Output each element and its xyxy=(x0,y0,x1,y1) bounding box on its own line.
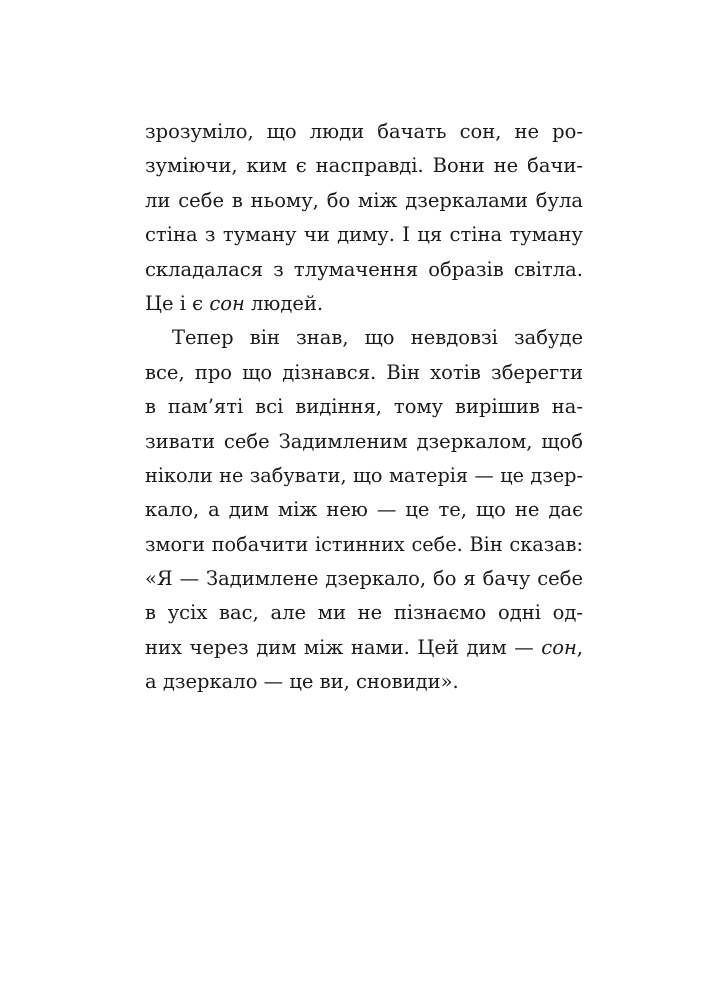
text-line: Це і є сон людей. xyxy=(145,291,324,315)
text-line: кало, а дим між нею — це те, що не дає xyxy=(145,498,583,522)
text-line: «Я — Задимлене дзеркало, бо я бачу себе xyxy=(145,567,583,591)
text-line: стіна з туману чи диму. І ця стіна туману xyxy=(145,223,583,247)
text-line: в усіх вас, але ми не пізнаємо одні од- xyxy=(145,601,583,625)
text-line: зрозуміло, що люди бачать сон, не ро- xyxy=(145,120,583,143)
italic-word: сон xyxy=(541,635,577,659)
text-line: ли себе в ньому, бо між дзеркалами була xyxy=(145,188,583,212)
text-line: складалася з тлумачення образів світла. xyxy=(145,257,583,281)
text-line: змоги побачити істинних себе. Він сказав: xyxy=(145,532,583,556)
text-line: них через дим між нами. Цей дим — сон, xyxy=(145,635,583,659)
text-line: а дзеркало — це ви, сновиди». xyxy=(145,670,459,694)
text-line: Тепер він знав, що невдовзі забуде xyxy=(172,326,583,350)
italic-word: сон xyxy=(209,291,245,315)
text-line: все, про що дізнався. Він хотів зберегти xyxy=(145,360,583,384)
text-line: зивати себе Задимленим дзеркалом, щоб xyxy=(145,429,583,453)
text-line: в пам’яті всі видіння, тому вирішив на- xyxy=(145,395,583,419)
body-text xyxy=(145,115,583,700)
text-line: ніколи не забувати, що матерія — це дзер- xyxy=(145,463,583,487)
text-line: зуміючи, ким є насправді. Вони не бачи- xyxy=(145,154,583,178)
